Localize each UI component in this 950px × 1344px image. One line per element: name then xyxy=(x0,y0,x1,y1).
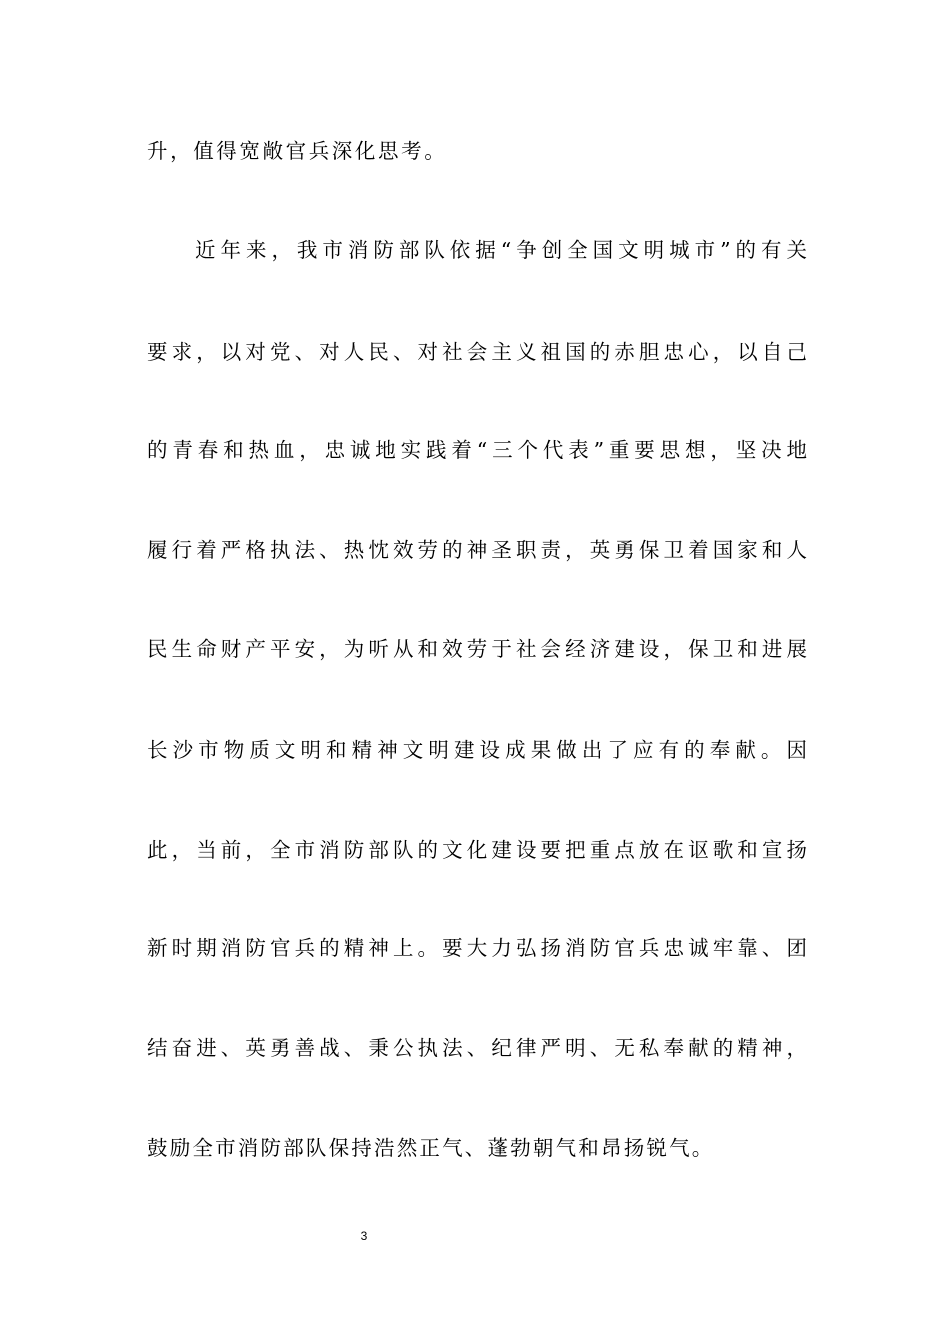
text-line-1: 升，值得宽敞官兵深化思考。 xyxy=(147,139,448,163)
text-line-7: 长沙市物质文明和精神文明建设成果做出了应有的奉献。因 xyxy=(147,738,807,762)
text-line-5: 履行着严格执法、热忱效劳的神圣职责，英勇保卫着国家和人 xyxy=(147,538,807,562)
page-number: 3 xyxy=(360,1229,368,1243)
text-line-3: 要求，以对党、对人民、对社会主义祖国的赤胆忠心，以自己 xyxy=(147,340,807,364)
text-line-11: 鼓励全市消防部队保持浩然正气、蓬勃朝气和昂扬锐气。 xyxy=(147,1136,715,1160)
text-line-4: 的青春和热血，忠诚地实践着“三个代表”重要思想，坚决地 xyxy=(147,438,807,462)
text-line-9: 新时期消防官兵的精神上。要大力弘扬消防官兵忠诚牢靠、团 xyxy=(147,936,807,960)
text-line-8: 此，当前，全市消防部队的文化建设要把重点放在讴歌和宣扬 xyxy=(147,838,807,862)
text-line-2: 近年来，我市消防部队依据“争创全国文明城市”的有关 xyxy=(195,238,807,262)
text-line-10: 结奋进、英勇善战、秉公执法、纪律严明、无私奉献的精神， xyxy=(147,1036,807,1060)
text-line-6: 民生命财产平安，为听从和效劳于社会经济建设，保卫和进展 xyxy=(147,637,807,661)
